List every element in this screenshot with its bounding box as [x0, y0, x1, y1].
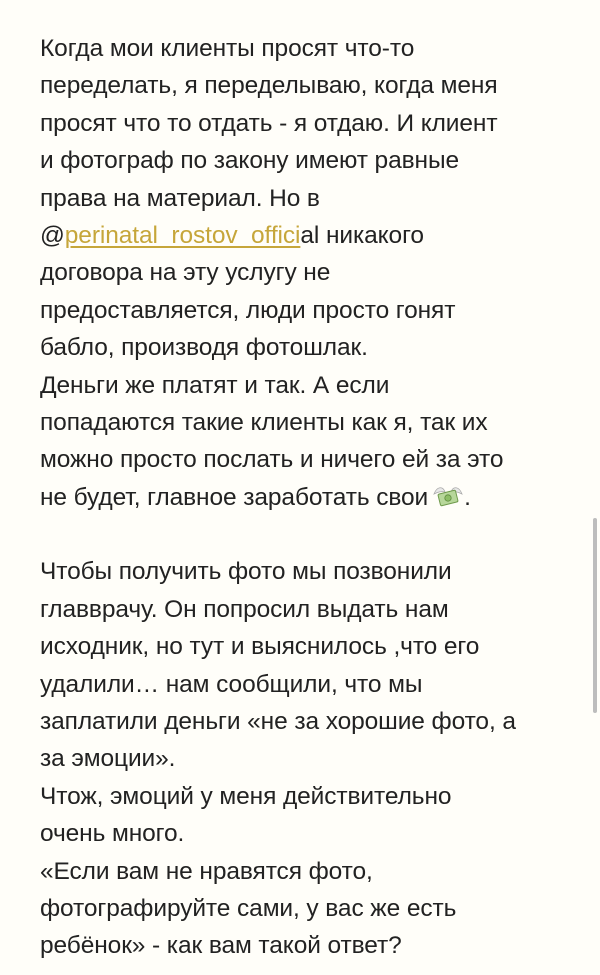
emoji-line — [40, 479, 580, 516]
text-line: Когда мои клиенты просят что-то — [40, 35, 415, 62]
text-line: исходник, но тут и выяснилось ,что его — [40, 633, 480, 661]
text-line: «Если вам не нравятся фото, — [40, 857, 373, 885]
text-line: и фотограф по закону имеют равные — [40, 147, 459, 175]
text-line: просят что то отдать - я отдаю. И клиент — [40, 109, 498, 137]
paragraph-gap — [40, 516, 580, 553]
text-line: удалили… нам сообщили, что мы — [40, 670, 423, 698]
money-with-wings-icon — [432, 482, 464, 510]
mention-line — [40, 217, 580, 254]
text-line: заплатили деньги «не за хорошие фото, а — [40, 708, 516, 736]
text-line: за эмоции». — [40, 745, 176, 773]
text-line: можно просто послать и ничего ей за это — [40, 446, 504, 474]
text-line: главврачу. Он попросил выдать нам — [40, 595, 449, 623]
text-line: фотографируйте сами, у вас же есть — [40, 894, 457, 922]
text-line: очень много. — [40, 820, 185, 848]
vertical-scrollbar[interactable] — [593, 500, 598, 710]
text-line: предоставляется, люди просто гонят — [40, 296, 456, 324]
text-line: права на материал. Но в — [40, 184, 320, 212]
text-line: ребёнок» - как вам такой ответ? — [40, 932, 402, 960]
text-line: не будет, главное заработать свои — [40, 483, 429, 511]
text-line: переделать, я переделываю, когда меня — [40, 72, 498, 100]
mention-line-rest: al никакого — [300, 221, 424, 249]
text-line: договора на эту услугу не — [40, 259, 331, 287]
sentence-end: . — [464, 483, 471, 511]
text-line: попадаются такие клиенты как я, так их — [40, 408, 488, 436]
text-line: Чтобы получить фото мы позвонили — [40, 558, 452, 586]
text-line: Деньги же платят и так. А если — [40, 371, 390, 399]
at-sign: @ — [40, 221, 65, 249]
text-line: бабло, производя фотошлак. — [40, 334, 368, 362]
scrollbar-thumb[interactable] — [593, 518, 597, 713]
mention-link[interactable]: perinatal_rostov_offici — [64, 221, 301, 249]
note-body[interactable] — [40, 30, 580, 965]
text-line: Чтож, эмоций у меня действительно — [40, 782, 452, 810]
